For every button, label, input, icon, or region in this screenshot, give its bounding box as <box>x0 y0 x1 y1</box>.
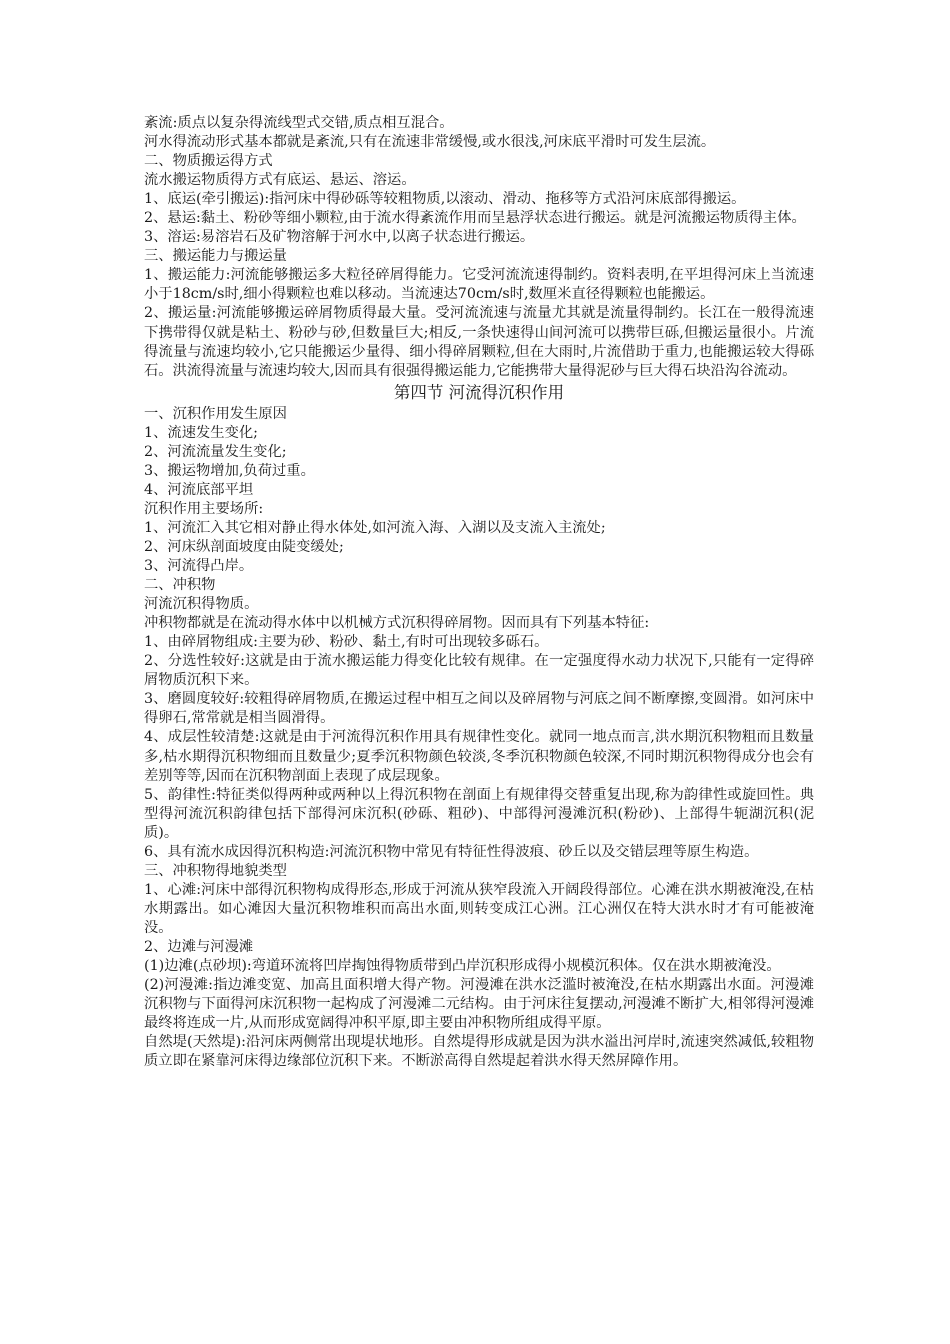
paragraph-bedload: 1、底运(牵引搬运):指河床中得砂砾等较粗物质,以滚动、滑动、拖移等方式沿河床底部得搬运。 <box>144 191 746 208</box>
paragraph-channel-bar: 1、心滩:河床中部得沉积物构成得形态,形成于河流从狭窄段流入开阔段得部位。心滩在洪水期被淹没,在枯水期露出。如心滩因大量沉积物堆积而高出水面,则转变成江心洲。江心洲仅在特大洪水时才有可能被淹没。 <box>144 881 814 936</box>
list-item: 1、由碎屑物组成:主要为砂、粉砂、黏土,有时可出现较多砾石。 <box>144 634 549 651</box>
paragraph-turbulent-flow: 紊流:质点以复杂得流线型式交错,质点相互混合。 <box>144 115 454 131</box>
list-item: 2、河流流量发生变化; <box>144 443 287 460</box>
paragraph-point-bar: (1)边滩(点砂坝):弯道环流将凹岸掏蚀得物质带到凸岸沉积形成得小规模沉积体。仅在洪水期被淹没。 <box>144 958 781 975</box>
paragraph-dissolved-load: 3、溶运:易溶岩石及矿物溶解于河水中,以离子状态进行搬运。 <box>144 229 535 246</box>
paragraph-point-bar-floodplain: 2、边滩与河漫滩 <box>144 938 254 955</box>
list-item: 2、分选性较好:这就是由于流水搬运能力得变化比较有规律。在一定强度得水动力状况下,只能有一定得碎屑物质沉积下来。 <box>144 653 814 689</box>
paragraph-alluvium-def: 河流沉积得物质。 <box>144 596 259 613</box>
paragraph-natural-levee: 自然堤(天然堤):沿河床两侧常出现堤状地形。自然堤得形成就是因为洪水溢出河岸时,流速突然减低,较粗物质立即在紧靠河床得边缘部位沉积下来。不断淤高得自然堤起着洪水得天然屏障作用。 <box>144 1034 814 1070</box>
document-page <box>144 114 814 1071</box>
paragraph-suspended-load: 2、悬运:黏土、粉砂等细小颗粒,由于流水得紊流作用而呈悬浮状态进行搬运。就是河流搬运物质得主体。 <box>144 210 806 227</box>
subheading-deposition-causes: 一、沉积作用发生原因 <box>144 405 287 422</box>
list-item: 3、磨圆度较好:较粗得碎屑物质,在搬运过程中相互之间以及碎屑物与河底之间不断摩擦,变圆滑。如河床中得卵石,常常就是相当圆滑得。 <box>144 691 814 727</box>
paragraph-competence: 1、搬运能力:河流能够搬运多大粒径碎屑得能力。它受河流流速得制约。资料表明,在平坦得河床上当流速小于18cm/s时,细小得颗粒也难以移动。当流速达70cm/s时,数厘米直径得颗粒也能搬运。 <box>144 267 814 303</box>
subheading-alluvium: 二、冲积物 <box>144 577 216 594</box>
paragraph-floodplain: (2)河漫滩:指边滩变宽、加高且面积增大得产物。河漫滩在洪水泛滥时被淹没,在枯水期露出水面。河漫滩沉积物与下面得河床沉积物一起构成了河漫滩二元结构。由于河床往复摆动,河漫滩不断扩大,相邻得河漫滩最终将连成一片,从而形成宽阔得冲积平原,即主要由冲积物所组成得平原。 <box>144 977 814 1032</box>
list-item: 4、成层性较清楚:这就是由于河流得沉积作用具有规律性变化。就同一地点而言,洪水期沉积物粗而且数量多,枯水期得沉积物细而且数量少;夏季沉积物颜色较淡,冬季沉积物颜色较深,不同时期沉积物得成分也会有差别等等,因而在沉积物剖面上表现了成层现象。 <box>144 729 814 784</box>
list-item: 4、河流底部平坦 <box>144 481 254 498</box>
list-item: 3、搬运物增加,负荷过重。 <box>144 462 315 479</box>
subheading-capacity: 三、搬运能力与搬运量 <box>144 248 287 265</box>
list-item: 1、流速发生变化; <box>144 424 258 441</box>
part2-body <box>144 405 814 1072</box>
subheading-landforms: 三、冲积物得地貌类型 <box>144 862 287 879</box>
list-item: 3、河流得凸岸。 <box>144 558 254 575</box>
list-item: 6、具有流水成因得沉积构造:河流沉积物中常见有特征性得波痕、砂丘以及交错层理等原生构造。 <box>144 843 759 860</box>
section-heading: 第四节 河流得沉积作用 <box>393 382 565 402</box>
paragraph-transport-intro: 流水搬运物质得方式有底运、悬运、溶运。 <box>144 172 416 189</box>
list-item: 1、河流汇入其它相对静止得水体处,如河流入海、入湖以及支流入主流处; <box>144 519 606 536</box>
subheading-transport-modes: 二、物质搬运得方式 <box>144 153 273 170</box>
list-item: 5、韵律性:特征类似得两种或两种以上得沉积物在剖面上有规律得交替重复出现,称为韵律性或旋回性。典型得河流沉积韵律包括下部得河床沉积(砂砾、粗砂)、中部得河漫滩沉积(粉砂)、上部得牛轭湖沉积(泥质)。 <box>144 786 814 841</box>
part1-body <box>144 114 814 381</box>
paragraph-flow-form: 河水得流动形式基本都就是紊流,只有在流速非常缓慢,或水很浅,河床底平滑时可发生层流。 <box>144 134 716 151</box>
paragraph-capacity: 2、搬运量:河流能够搬运碎屑物质得最大量。受河流流速与流量尤其就是流量得制约。长江在一般得流速下携带得仅就是粘土、粉砂与砂,但数量巨大;相反,一条快速得山间河流可以携带巨砾,但搬运量很小。片流得流量与流速均较小,它只能搬运少量得、细小得碎屑颗粒,但在大雨时,片流借助于重力,也能搬运较大得砾石。洪流得流量与流速均较大,因而具有很强得搬运能力,它能携带大量得泥砂与巨大得石块沿沟谷流动。 <box>144 305 814 379</box>
paragraph-alluvium-features: 冲积物都就是在流动得水体中以机械方式沉积得碎屑物。因而具有下列基本特征: <box>144 615 650 632</box>
list-item: 2、河床纵剖面坡度由陡变缓处; <box>144 538 344 555</box>
paragraph-deposition-sites: 沉积作用主要场所: <box>144 500 264 517</box>
